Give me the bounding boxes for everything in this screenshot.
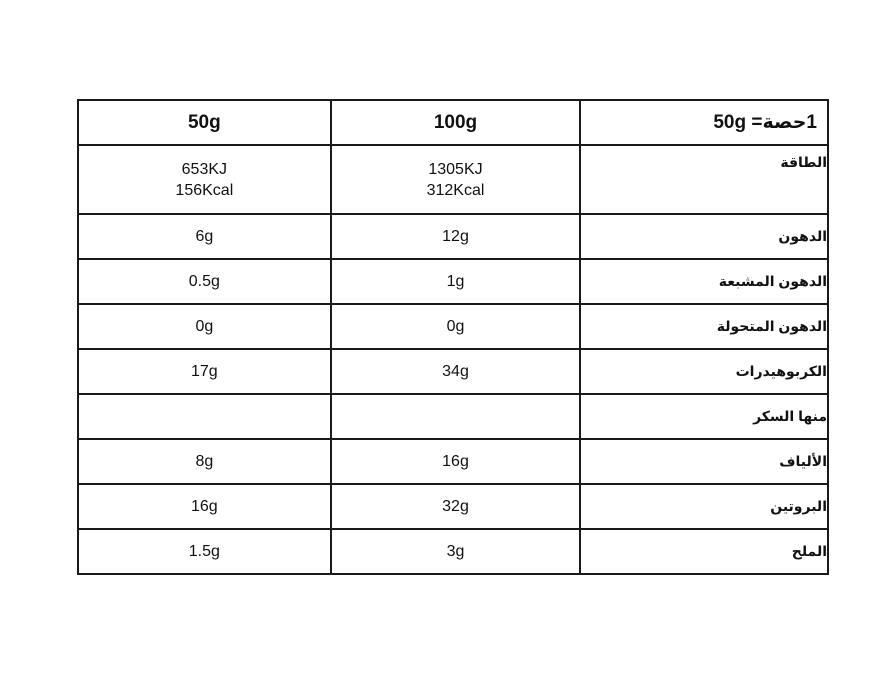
table-row-energy xyxy=(78,145,828,214)
per-50g-value: 8g xyxy=(78,439,331,484)
nutrient-label: الملح xyxy=(580,529,828,574)
table-row xyxy=(78,349,828,394)
header-row xyxy=(78,100,828,145)
table-row xyxy=(78,214,828,259)
table-row xyxy=(78,439,828,484)
nutrient-label: منها السكر xyxy=(580,394,828,439)
table-row xyxy=(78,259,828,304)
per-100g-value: 3g xyxy=(331,529,581,574)
per-100g-value: 0g xyxy=(331,304,581,349)
energy-50g-kcal: 156Kcal xyxy=(175,181,234,199)
nutrition-table xyxy=(77,99,829,575)
per-100g-value: 32g xyxy=(331,484,581,529)
per-50g-value xyxy=(78,394,331,439)
per-50g-value: 16g xyxy=(78,484,331,529)
header-100g: 100g xyxy=(331,100,581,145)
per-100g-value: 16g xyxy=(331,439,581,484)
table-row xyxy=(78,484,828,529)
energy-50g-cell xyxy=(78,145,331,214)
nutrient-label: الدهون xyxy=(580,214,828,259)
per-50g-value: 17g xyxy=(78,349,331,394)
nutrient-label: الكربوهيدرات xyxy=(580,349,828,394)
per-100g-value xyxy=(331,394,581,439)
table-row xyxy=(78,529,828,574)
table-row xyxy=(78,394,828,439)
per-100g-value: 34g xyxy=(331,349,581,394)
energy-100g-cell xyxy=(331,145,581,214)
per-50g-value: 1.5g xyxy=(78,529,331,574)
nutrient-label: الدهون المتحولة xyxy=(580,304,828,349)
header-50g: 50g xyxy=(78,100,331,145)
per-50g-value: 0g xyxy=(78,304,331,349)
per-100g-value: 12g xyxy=(331,214,581,259)
nutrient-label: البروتين xyxy=(580,484,828,529)
header-serving-label: 1حصة= 50g xyxy=(580,100,828,145)
energy-100g-kj: 1305KJ xyxy=(428,160,483,178)
table-row xyxy=(78,304,828,349)
nutrient-label: الدهون المشبعة xyxy=(580,259,828,304)
energy-50g-kj: 653KJ xyxy=(181,160,228,178)
per-50g-value: 6g xyxy=(78,214,331,259)
per-50g-value: 0.5g xyxy=(78,259,331,304)
energy-label: الطاقة xyxy=(580,145,828,214)
per-100g-value: 1g xyxy=(331,259,581,304)
nutrient-label: الألياف xyxy=(580,439,828,484)
energy-100g-kcal: 312Kcal xyxy=(426,181,485,199)
